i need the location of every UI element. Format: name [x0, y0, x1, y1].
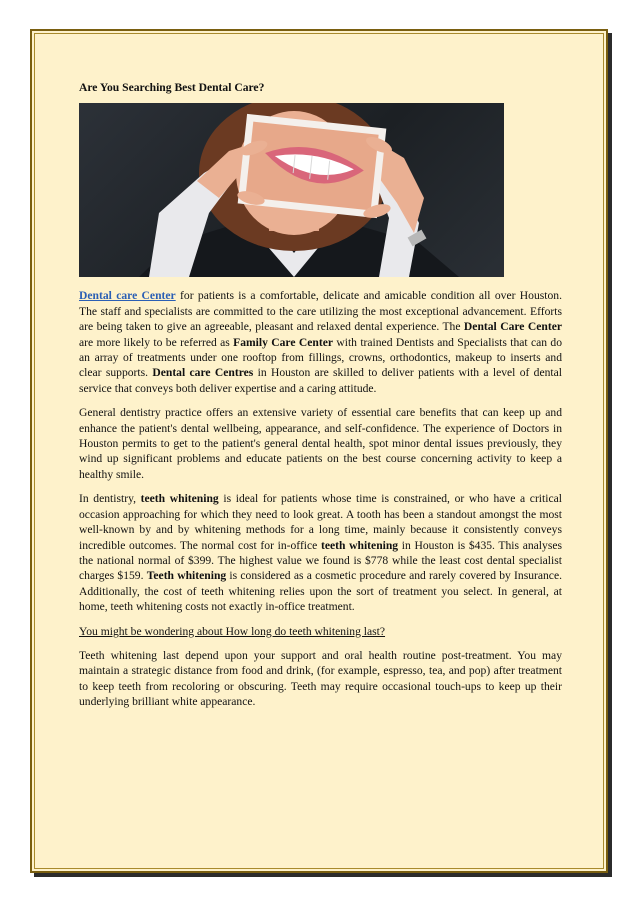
dental-care-center-link[interactable]: Dental care Center: [79, 289, 176, 303]
paragraph-teeth-whitening: In dentistry, teeth whitening is ideal for patients whose time is constrained, or who have a critical occasion approaching for which they need to look great. A tooth has been a standout amongst the most well-known by and by whitening methods for a long time, mainly because it consistently conveys incredible outcomes. The normal cost for in-office teeth whitening in Houston is $435. This analyses the national normal of $399. The highest value we found is $778 while the least cost dental specialist charges $159. Teeth whitening is considered as a cosmetic procedure and rarely covered by Insurance. Additionally, the cost of teeth whitening relies upon the sort of treatment you select. In general, at home, teeth whitening costs not exactly in-office treatment.: [79, 492, 562, 614]
smile-photo-image: [79, 103, 504, 277]
paragraph-intro: Dental care Center for patients is a comfortable, delicate and amicable condition all over Houston. The staff and specialists are committed to the care utilizing the most exceptional advancement. Efforts are being taken to give an agreeable, pleasant and relaxed dental experience. The Dental Care Center are more likely to be referred as Family Care Center with trained Dentists and Specialists that can do an array of treatments under one rooftop from fillings, crowns, orthodontics, makeup to inserts and clear supports. Dental care Centres in Houston are skilled to deliver patients with a level of dental service that conveys both deliver expertise and a caring attitude.: [79, 289, 563, 395]
smile-photo-illustration: [79, 103, 504, 277]
page-title: Are You Searching Best Dental Care?: [79, 81, 265, 94]
paragraph-whitening-duration: Teeth whitening last depend upon your support and oral health routine post-treatment. You may maintain a strategic distance from food and drink, (for example, espresso, tea, and pop) after treatment to keep teeth from recoloring or obscuring. Teeth may require occasional touch-ups to keep up their underlying brilliant white appearance.: [79, 648, 562, 709]
subheading: You might be wondering about How long do teeth whitening last?: [79, 624, 386, 638]
document-page: [30, 29, 608, 873]
paragraph-general-dentistry: General dentistry practice offers an extensive variety of essential care benefits that can keep up and enhance the patient's dental wellbeing, appearance, and self-confidence. The experience of Doctors in Houston permits to get to the patient's general dental health, spot minor dental issues previously, they wind up significant problems and educate patients on the best course concerning activity to keep a healthy smile.: [79, 406, 562, 481]
document-content: [79, 80, 562, 719]
